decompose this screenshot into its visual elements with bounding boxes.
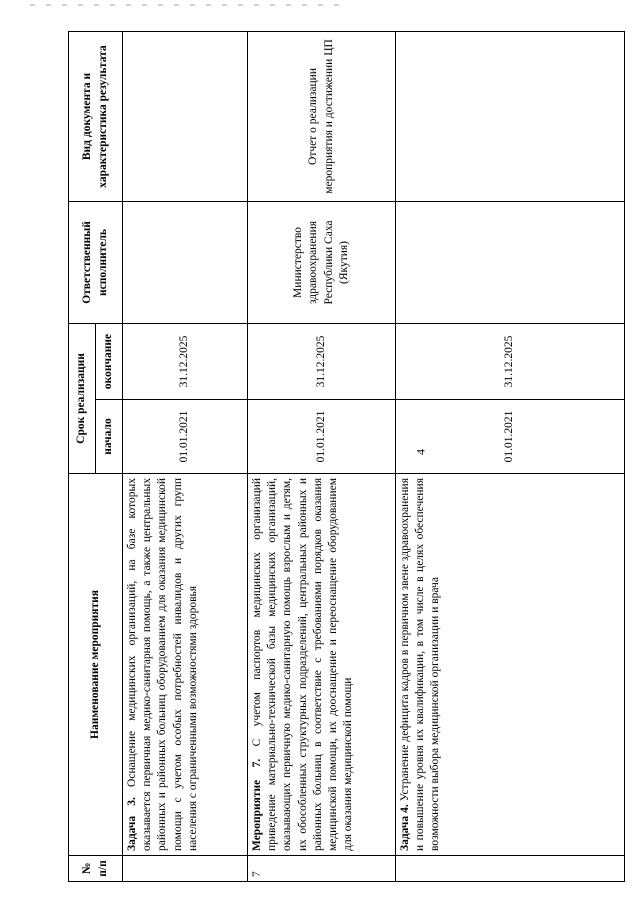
row-document bbox=[123, 31, 248, 201]
row-end-date: 31.12.2025 bbox=[123, 323, 248, 399]
row-end-date: 31.12.2025 bbox=[248, 323, 396, 399]
row-start-date: 01.01.2021 bbox=[248, 400, 396, 474]
row-responsible bbox=[123, 201, 248, 323]
page-number: 4 bbox=[413, 449, 428, 455]
activities-table bbox=[68, 31, 625, 882]
header-period: Срок реализации bbox=[69, 323, 96, 473]
row-start-date: 01.01.2021 bbox=[396, 400, 625, 474]
header-start: начало bbox=[96, 400, 123, 474]
row-label: Задача 4. bbox=[399, 804, 411, 851]
header-end: окончание bbox=[96, 323, 123, 399]
rotated-table-container bbox=[68, 32, 625, 882]
row-responsible bbox=[396, 201, 625, 323]
scan-artifact bbox=[30, 4, 350, 6]
row-start-date: 01.01.2021 bbox=[123, 400, 248, 474]
table-row bbox=[396, 31, 625, 881]
row-num bbox=[123, 856, 248, 882]
header-document: Вид документа и характеристика результата bbox=[69, 31, 123, 201]
row-text: С учетом паспортов медицинских организаций приведение материально-технической базы медицинских организаций, оказывающих первичную медико-санитарную помощь взрослым и детям, их обособленных структурных подразделений, центральных районных и районных больниц в соответствие с требованиями порядков оказания медицинской помощи, их дооснащение и переоснащение оборудованием для оказания медицинской помощи bbox=[251, 478, 355, 851]
table-row bbox=[123, 31, 248, 881]
row-label: Задача 3. bbox=[126, 797, 138, 851]
row-text: Устранение дефицита кадров в первичном звене здравоохранения и повышение уровня их квалификации, в том числе в целях обеспечения возможности выбора медицинской организации и врача bbox=[399, 478, 442, 851]
row-num: 7 bbox=[248, 856, 396, 882]
header-name: Наименование мероприятия bbox=[69, 474, 123, 856]
row-name bbox=[248, 474, 396, 856]
table-row bbox=[248, 31, 396, 881]
row-end-date: 31.12.2025 bbox=[396, 323, 625, 399]
row-label: Мероприятие 7. bbox=[251, 758, 263, 851]
row-responsible: Министерство здравоохранения Республики Саха (Якутия) bbox=[248, 201, 396, 323]
row-num bbox=[396, 856, 625, 882]
header-num: № п/п bbox=[69, 856, 123, 882]
row-document bbox=[396, 31, 625, 201]
row-document: Отчет о реализации мероприятия и достижении ЦП bbox=[248, 31, 396, 201]
row-name bbox=[396, 474, 625, 856]
table-header-row bbox=[69, 31, 96, 881]
header-responsible: Ответственный исполнитель bbox=[69, 201, 123, 323]
row-text: Оснащение медицинских организаций, на базе которых оказывается первичная медико-санитарная помощь, а также центральных районных и районных больниц оборудованием для оказания медицинской помощи с учетом особых потребностей инвалидов и других групп населения с ограниченными возможностями здоровья bbox=[126, 478, 199, 851]
row-name bbox=[123, 474, 248, 856]
